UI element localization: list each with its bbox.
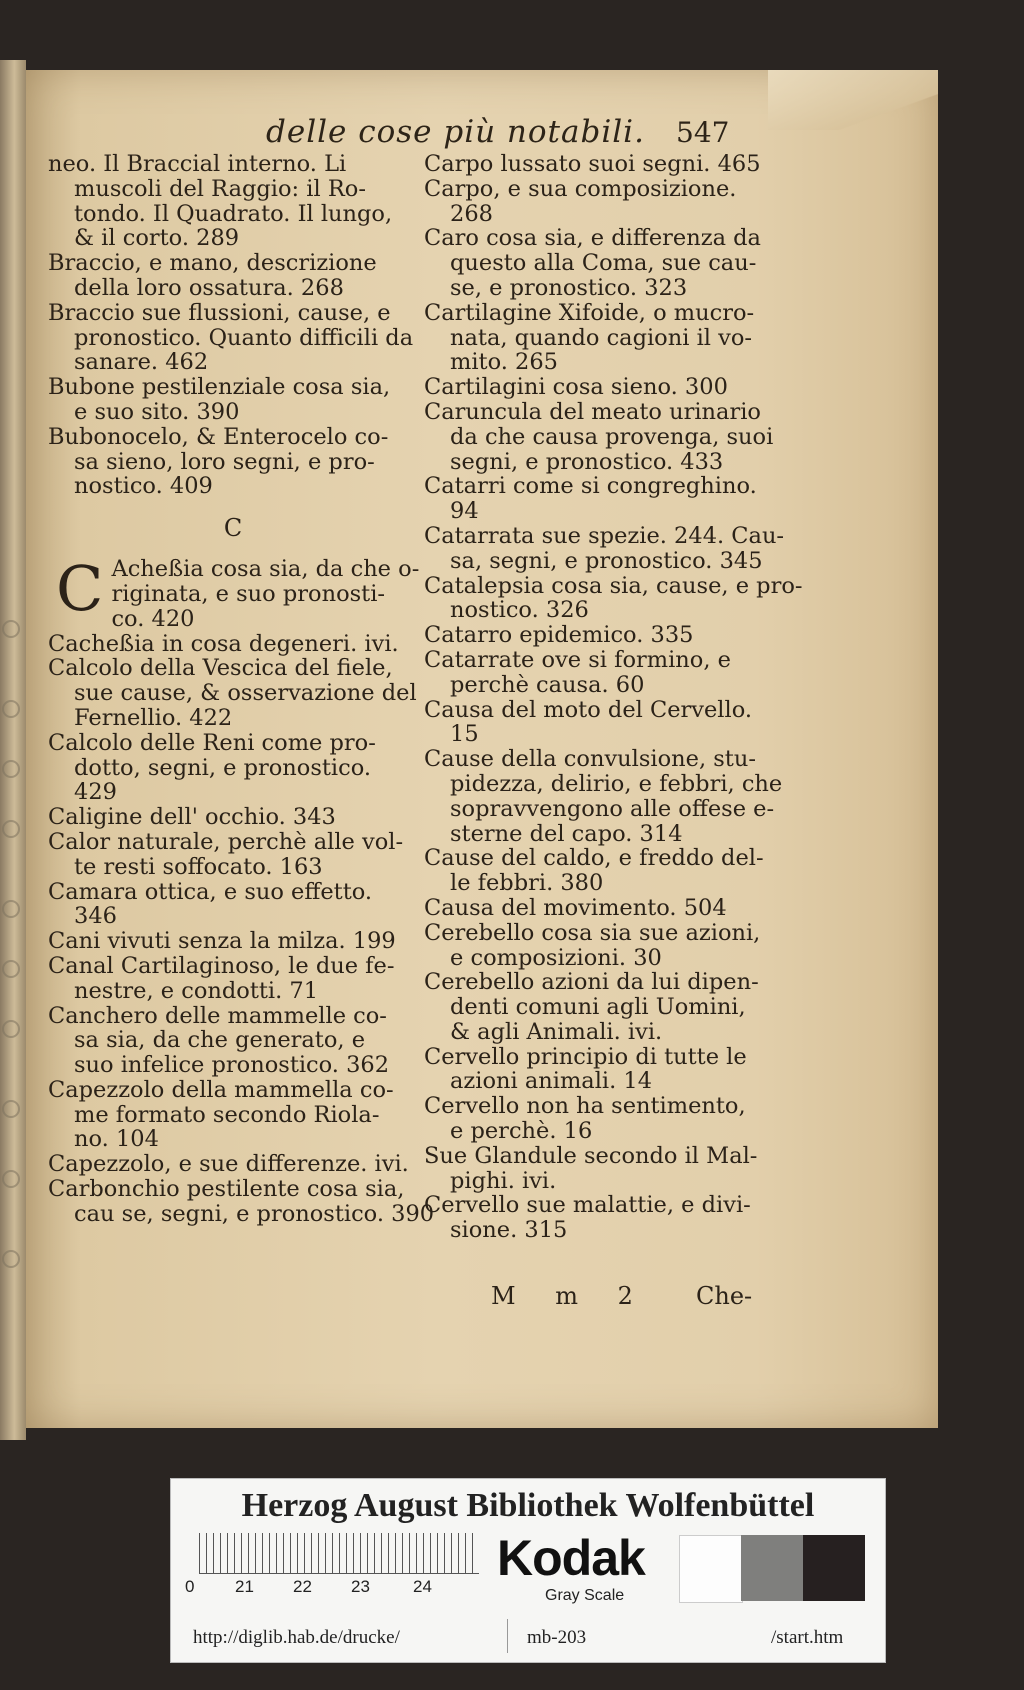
entry-line: sue cause, & osservazione del <box>74 680 417 707</box>
entry-line: Catarri come si congreghino. <box>424 473 757 500</box>
index-entry <box>424 375 794 400</box>
entry-line: dotto, segni, e pronostico. <box>74 754 372 781</box>
entry-line: Causa del movimento. 504 <box>424 894 727 921</box>
entry-line: sterne del capo. 314 <box>450 820 683 847</box>
entry-line: perchè causa. 60 <box>450 671 645 698</box>
entry-line: nostico. 409 <box>74 473 213 500</box>
index-entries-b <box>48 152 418 499</box>
index-entry <box>424 1144 794 1194</box>
entry-line: Capezzolo, e sue differenze. ivi. <box>48 1151 409 1178</box>
entry-line: Cartilagini cosa sieno. 300 <box>424 374 728 401</box>
ruler-scale <box>199 1533 479 1574</box>
ruler-label: 21 <box>235 1577 254 1596</box>
entry-line: della loro ossatura. 268 <box>74 274 344 301</box>
entry-line: Camara ottica, e suo effetto. <box>48 878 373 905</box>
index-entry <box>424 524 794 574</box>
entry-line: me formato secondo Riola- <box>74 1101 380 1128</box>
entry-line: e suo sito. 390 <box>74 398 240 425</box>
entry-line: Canchero delle mammelle co- <box>48 1002 387 1029</box>
index-entry <box>48 251 418 301</box>
index-entry <box>48 552 420 632</box>
index-entry <box>424 1193 794 1243</box>
entry-line: azioni animali. 14 <box>450 1068 653 1095</box>
entry-line: 346 <box>74 903 117 930</box>
gray-scale-label: Gray Scale <box>545 1587 625 1604</box>
entry-line: e perchè. 16 <box>450 1118 593 1145</box>
entry-line: pidezza, delirio, e febbri, che <box>450 770 783 797</box>
entry-line: questo alla Coma, sue cau- <box>450 250 757 277</box>
entry-line: Bubone pestilenziale cosa sia, <box>48 374 391 401</box>
entry-line: Caro cosa sia, e differenza da <box>424 225 761 252</box>
index-entry <box>424 921 794 971</box>
edge-mark <box>2 820 20 838</box>
index-entry <box>48 375 418 425</box>
index-entry <box>48 632 418 657</box>
entry-line: Catarrata sue spezie. 244. Cau- <box>424 522 785 549</box>
index-entry <box>424 970 794 1044</box>
index-entry <box>424 226 794 300</box>
entry-line: Braccio sue flussioni, cause, e <box>48 299 391 326</box>
entry-line: mito. 265 <box>450 349 558 376</box>
ruler-label: 23 <box>351 1577 370 1596</box>
entry-line: Cerebello azioni da lui dipen- <box>424 969 759 996</box>
entry-line: 15 <box>450 721 479 748</box>
index-entry <box>424 474 794 524</box>
entry-line: e composizioni. 30 <box>450 944 662 971</box>
ruler-label: 24 <box>413 1577 432 1596</box>
index-entry <box>48 152 418 251</box>
entry-line: sopravvengono alle offese e- <box>450 795 775 822</box>
entry-line: Carpo, e sua composizione. <box>424 175 737 202</box>
entry-line: nestre, e condotti. 71 <box>74 977 319 1004</box>
edge-mark <box>2 1020 20 1038</box>
entry-line: segni, e pronostico. 433 <box>450 448 724 475</box>
index-entry <box>48 929 418 954</box>
section-letter: C <box>223 514 243 543</box>
drop-capital: C <box>56 552 104 626</box>
entry-line: Calcolo della Vescica del fiele, <box>48 655 393 682</box>
right-column <box>424 151 803 1244</box>
entry-line: 429 <box>74 779 117 806</box>
edge-mark <box>2 760 20 778</box>
page-corner-fold <box>768 70 938 130</box>
entry-line: Braccio, e mano, descrizione <box>48 250 377 277</box>
book-page <box>26 70 938 1428</box>
entry-line: Caligine dell' occhio. 343 <box>48 804 336 831</box>
entry-line: Cervello sue malattie, e divi- <box>424 1192 751 1219</box>
index-entry <box>424 152 794 177</box>
entry-line: 94 <box>450 498 479 525</box>
edge-mark <box>2 960 20 978</box>
ruler-label: 22 <box>293 1577 312 1596</box>
library-title: Herzog August Bibliothek Wolfenbüttel <box>241 1487 815 1524</box>
entry-line: Catarro epidemico. 335 <box>424 622 694 649</box>
entry-line: Causa del moto del Cervello. <box>424 696 752 723</box>
entry-line: nostico. 326 <box>450 597 589 624</box>
black-swatch <box>803 1535 865 1601</box>
entry-line: tondo. Il Quadrato. Il lungo, <box>74 200 393 227</box>
entry-line: sa sia, da che generato, e <box>74 1027 366 1054</box>
edge-mark <box>2 620 20 638</box>
entry-line: co. 420 <box>111 605 195 632</box>
entry-line: Calor naturale, perchè alle vol- <box>48 828 404 855</box>
entry-line: Canal Cartilaginoso, le due fe- <box>48 952 395 979</box>
index-entry <box>48 1078 418 1152</box>
signature-mark: M m 2 <box>491 1282 649 1310</box>
entry-line: Bubonocelo, & Enterocelo co- <box>48 423 389 450</box>
catchword: Che- <box>696 1282 753 1310</box>
index-entries-right <box>424 151 803 1244</box>
index-entry <box>424 400 794 474</box>
index-entry <box>48 425 418 499</box>
entry-line: no. 104 <box>74 1126 159 1153</box>
index-entry <box>424 623 794 648</box>
edge-mark <box>2 1100 20 1118</box>
entry-line: Caruncula del meato urinario <box>424 398 761 425</box>
entry-line: sione. 315 <box>450 1217 568 1244</box>
index-entry <box>424 648 794 698</box>
entry-line: Carpo lussato suoi segni. 465 <box>424 151 761 177</box>
entry-line: Sue Glandule secondo il Mal- <box>424 1142 758 1169</box>
edge-mark <box>2 900 20 918</box>
edge-mark <box>2 1170 20 1188</box>
index-entry <box>48 656 418 730</box>
white-swatch <box>679 1535 743 1603</box>
entry-line: sa, segni, e pronostico. 345 <box>450 547 763 574</box>
index-entry <box>48 805 418 830</box>
index-entry <box>424 301 794 375</box>
page-number: 547 <box>676 116 730 149</box>
ruler-label: 0 <box>185 1577 195 1596</box>
entry-line: Acheßia cosa sia, da che o- <box>111 556 420 583</box>
index-entry <box>424 896 794 921</box>
url-divider <box>507 1619 508 1653</box>
left-book-edge <box>0 60 26 1440</box>
entry-line: Cerebello cosa sia sue azioni, <box>424 919 761 946</box>
gray-swatch <box>741 1535 803 1601</box>
running-title: delle cose più notabili. <box>266 114 645 150</box>
index-entry <box>424 698 794 748</box>
entry-line: da che causa provenga, suoi <box>450 423 774 450</box>
entry-line: Cani vivuti senza la milza. 199 <box>48 928 396 955</box>
url-right: /start.htm <box>771 1627 844 1648</box>
entry-line: & il corto. 289 <box>74 225 240 252</box>
entry-line: Cacheßia in cosa degeneri. ivi. <box>48 630 399 657</box>
entry-line: Cervello principio di tutte le <box>424 1043 747 1070</box>
index-entries-c <box>48 552 435 1227</box>
index-entry <box>424 1045 794 1095</box>
index-entry <box>48 1176 435 1227</box>
entry-line: se, e pronostico. 323 <box>450 274 688 301</box>
entry-line: le febbri. 380 <box>450 870 604 897</box>
color-calibration-card <box>170 1478 886 1663</box>
index-entry <box>424 1094 794 1144</box>
entry-line: Fernellio. 422 <box>74 704 233 731</box>
entry-line: denti comuni agli Uomini, <box>450 994 746 1021</box>
entry-line: muscoli del Raggio: il Ro- <box>74 175 366 202</box>
index-entry <box>48 301 418 375</box>
index-entry <box>48 830 418 880</box>
entry-line: Capezzolo della mammella co- <box>48 1076 394 1103</box>
entry-line: Carbonchio pestilente cosa sia, <box>48 1176 405 1203</box>
entry-line: Catarrate ove si formino, e <box>424 646 731 673</box>
left-column <box>48 151 435 1227</box>
entry-line: sa sieno, loro segni, e pro- <box>74 448 375 475</box>
url-left: http://diglib.hab.de/drucke/ <box>193 1627 400 1648</box>
entry-line: Cervello non ha sentimento, <box>424 1093 746 1120</box>
index-entry <box>424 572 803 624</box>
entry-line: Cause della convulsione, stu- <box>424 746 756 773</box>
entry-line: sanare. 462 <box>74 349 209 376</box>
index-entry <box>424 177 794 227</box>
entry-line: 268 <box>450 200 493 227</box>
entry-line: neo. Il Braccial interno. Li <box>48 151 347 177</box>
index-entry <box>424 846 794 896</box>
edge-mark <box>2 1250 20 1268</box>
index-entry <box>48 1152 418 1177</box>
entry-line: te resti soffocato. 163 <box>74 853 323 880</box>
entry-line: Calcolo delle Reni come pro- <box>48 729 376 756</box>
url-mid: mb-203 <box>527 1627 587 1648</box>
entry-line: nata, quando cagioni il vo- <box>450 324 752 351</box>
index-entry <box>48 1004 418 1078</box>
entry-line: Catalepsia cosa sia, cause, e pro- <box>424 572 803 599</box>
index-entry <box>48 880 418 930</box>
kodak-logo: Kodak <box>497 1530 645 1586</box>
entry-line: Cartilagine Xifoide, o mucro- <box>424 299 755 326</box>
entry-line: & agli Animali. ivi. <box>450 1018 663 1045</box>
entry-line: pighi. ivi. <box>450 1167 557 1194</box>
edge-mark <box>2 700 20 718</box>
index-entry <box>424 747 794 846</box>
entry-line: cau se, segni, e pronostico. 390 <box>74 1200 435 1227</box>
entry-line: Cause del caldo, e freddo del- <box>424 845 764 872</box>
index-entry <box>48 731 418 805</box>
entry-line: suo infelice pronostico. 362 <box>74 1052 390 1079</box>
entry-line: pronostico. Quanto difficili da <box>74 324 414 351</box>
entry-line: riginata, e suo pronosti- <box>111 580 386 607</box>
index-entry <box>48 954 418 1004</box>
